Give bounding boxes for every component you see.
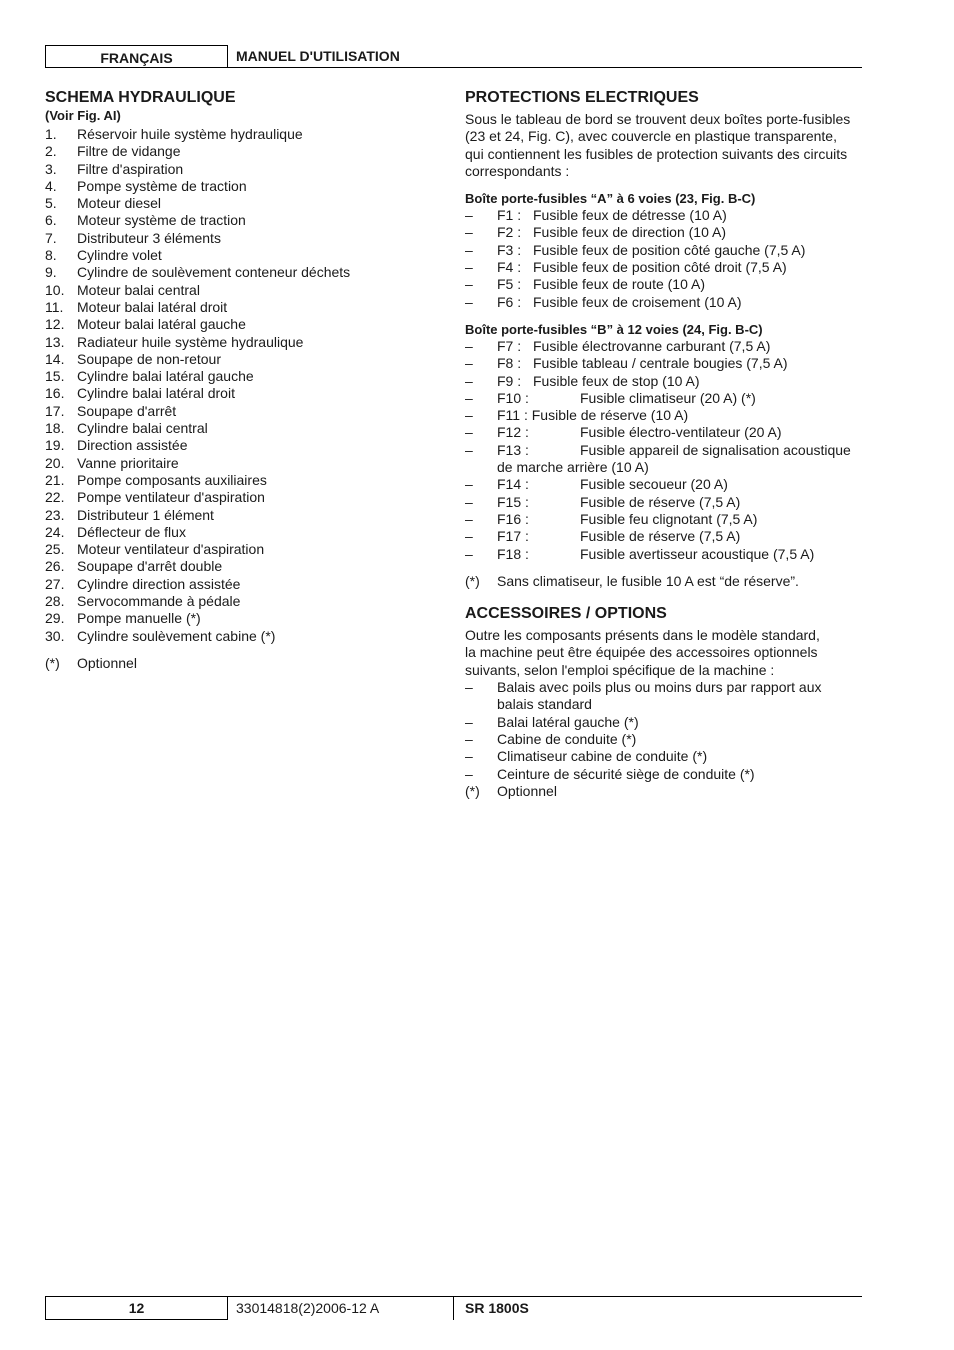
page-footer [45, 1296, 862, 1320]
fuse-item: – F7 : Fusible électrovanne carburant (7,5 A) [465, 337, 771, 354]
right-column [465, 88, 865, 800]
list-item: 9. Cylindre de soulèvement conteneur déchets [45, 264, 351, 281]
fuse-item: – F2 : Fusible feux de direction (10 A) [465, 224, 726, 241]
list-item: 8. Cylindre volet [45, 247, 162, 264]
fuse-item: – F17 : Fusible de réserve (7,5 A) [465, 528, 741, 545]
page-header [45, 45, 862, 68]
fuse-item: – F18 : Fusible avertisseur acoustique (7,5 A) [465, 545, 815, 562]
fuse-item: – F6 : Fusible feux de croisement (10 A) [465, 293, 742, 310]
fuse-item: – F9 : Fusible feux de stop (10 A) [465, 372, 700, 389]
protections-intro-line: (23 et 24, Fig. C), avec couvercle en plastique transparente, [465, 128, 837, 145]
list-item: 19. Direction assistée [45, 437, 188, 454]
protections-intro-line: qui contiennent les fusibles de protection suivants des circuits [465, 145, 848, 162]
list-item: – Climatiseur cabine de conduite (*) [465, 748, 708, 765]
note-item: (*) Sans climatiseur, le fusible 10 A est “de réserve”. [465, 572, 799, 589]
fuse-item: – F5 : Fusible feux de route (10 A) [465, 276, 705, 293]
fuse-box-b-title: Boîte porte-fusibles “B” à 12 voies (24, Fig. B-C) [465, 321, 763, 337]
list-item: 2. Filtre de vidange [45, 143, 181, 160]
accessories-list [465, 679, 865, 800]
fuse-item: – F16 : Fusible feu clignotant (7,5 A) [465, 510, 758, 527]
language-label: FRANÇAIS [45, 45, 228, 68]
list-item: 16. Cylindre balai latéral droit [45, 385, 235, 402]
fuse-item: – F3 : Fusible feux de position côté gauche (7,5 A) [465, 241, 806, 258]
list-item: 11. Moteur balai latéral droit [45, 298, 228, 315]
list-item: – Balais avec poils plus ou moins durs par rapport aux balais standard [465, 679, 822, 713]
fuse-box-a-list [465, 207, 865, 311]
list-item: – Balai latéral gauche (*) [465, 713, 639, 730]
list-item: 30. Cylindre soulèvement cabine (*) [45, 627, 276, 644]
list-item: – Ceinture de sécurité siège de conduite (*) [465, 765, 755, 782]
list-item: 14. Soupape de non-retour [45, 350, 221, 367]
fuse-item: – F11 : Fusible de réserve (10 A) [465, 407, 689, 424]
list-item: 21. Pompe composants auxiliaires [45, 471, 267, 488]
document-number: 33014818(2)2006-12 A [236, 1300, 380, 1316]
fuse-item: – F13 : Fusible appareil de signalisation acoustique de marche arrière (10 A) [465, 441, 851, 476]
accessories-intro-line: la machine peut être équipée des accessoires optionnels [465, 644, 818, 661]
fuse-item: – F4 : Fusible feux de position côté droit (7,5 A) [465, 259, 787, 276]
fuse-item: – F12 : Fusible électro-ventilateur (20 A) [465, 424, 782, 441]
fuse-item: – F8 : Fusible tableau / centrale bougies (7,5 A) [465, 355, 788, 372]
list-item: 10. Moteur balai central [45, 281, 200, 298]
protections-intro-line: Sous le tableau de bord se trouvent deux boîtes porte-fusibles [465, 111, 851, 127]
fuse-item: – F14 : Fusible secoueur (20 A) [465, 476, 728, 493]
note-item: (*) Optionnel [45, 654, 137, 671]
footer-rule [228, 1296, 862, 1297]
page-number: 12 [45, 1296, 228, 1320]
list-item: 26. Soupape d'arrêt double [45, 558, 223, 575]
list-item: 1. Réservoir huile système hydraulique [45, 126, 303, 142]
list-item: 4. Pompe système de traction [45, 177, 247, 194]
list-item: 24. Déflecteur de flux [45, 523, 186, 540]
list-item: 15. Cylindre balai latéral gauche [45, 368, 254, 385]
footer-separator [453, 1296, 454, 1320]
hydraulic-heading: SCHEMA HYDRAULIQUE [45, 89, 236, 106]
left-column [45, 88, 435, 672]
list-item: 27. Cylindre direction assistée [45, 575, 241, 592]
list-item: 6. Moteur système de traction [45, 212, 246, 229]
fuse-item: – F15 : Fusible de réserve (7,5 A) [465, 493, 741, 510]
header-rule [227, 67, 862, 68]
list-item: 22. Pompe ventilateur d'aspiration [45, 489, 265, 506]
list-item: 13. Radiateur huile système hydraulique [45, 333, 304, 350]
list-item: 29. Pompe manuelle (*) [45, 610, 201, 627]
protections-intro-line: correspondants : [465, 162, 570, 179]
hydraulic-note [45, 655, 435, 672]
protections-note [465, 573, 865, 590]
list-item: – Cabine de conduite (*) [465, 730, 637, 747]
list-item: 28. Servocommande à pédale [45, 593, 241, 610]
note-item: (*) Optionnel [465, 782, 557, 799]
fuse-box-a-title: Boîte porte-fusibles “A” à 6 voies (23, Fig. B-C) [465, 191, 756, 207]
fuse-box-b-list [465, 338, 865, 563]
list-item: 17. Soupape d'arrêt [45, 402, 177, 419]
protections-heading: PROTECTIONS ELECTRIQUES [465, 89, 699, 106]
accessories-intro-line: Outre les composants présents dans le modèle standard, [465, 627, 820, 644]
list-item: 3. Filtre d'aspiration [45, 160, 184, 177]
list-item: 25. Moteur ventilateur d'aspiration [45, 541, 265, 558]
list-item: 7. Distributeur 3 éléments [45, 229, 221, 246]
list-item: 18. Cylindre balai central [45, 420, 208, 437]
hydraulic-list [45, 126, 435, 645]
manual-title: MANUEL D'UTILISATION [236, 48, 400, 64]
list-item: 12. Moteur balai latéral gauche [45, 316, 246, 333]
accessories-intro-line: suivants, selon l'emploi spécifique de la machine : [465, 661, 775, 678]
list-item: 20. Vanne prioritaire [45, 454, 179, 471]
accessories-heading: ACCESSOIRES / OPTIONS [465, 605, 667, 623]
list-item: 23. Distributeur 1 élément [45, 506, 214, 523]
model-name: SR 1800S [465, 1300, 529, 1316]
fuse-item: – F1 : Fusible feux de détresse (10 A) [465, 207, 727, 224]
hydraulic-subheading: (Voir Fig. AI) [45, 108, 121, 123]
fuse-item: – F10 : Fusible climatiseur (20 A) (*) [465, 389, 756, 406]
list-item: 5. Moteur diesel [45, 195, 162, 212]
